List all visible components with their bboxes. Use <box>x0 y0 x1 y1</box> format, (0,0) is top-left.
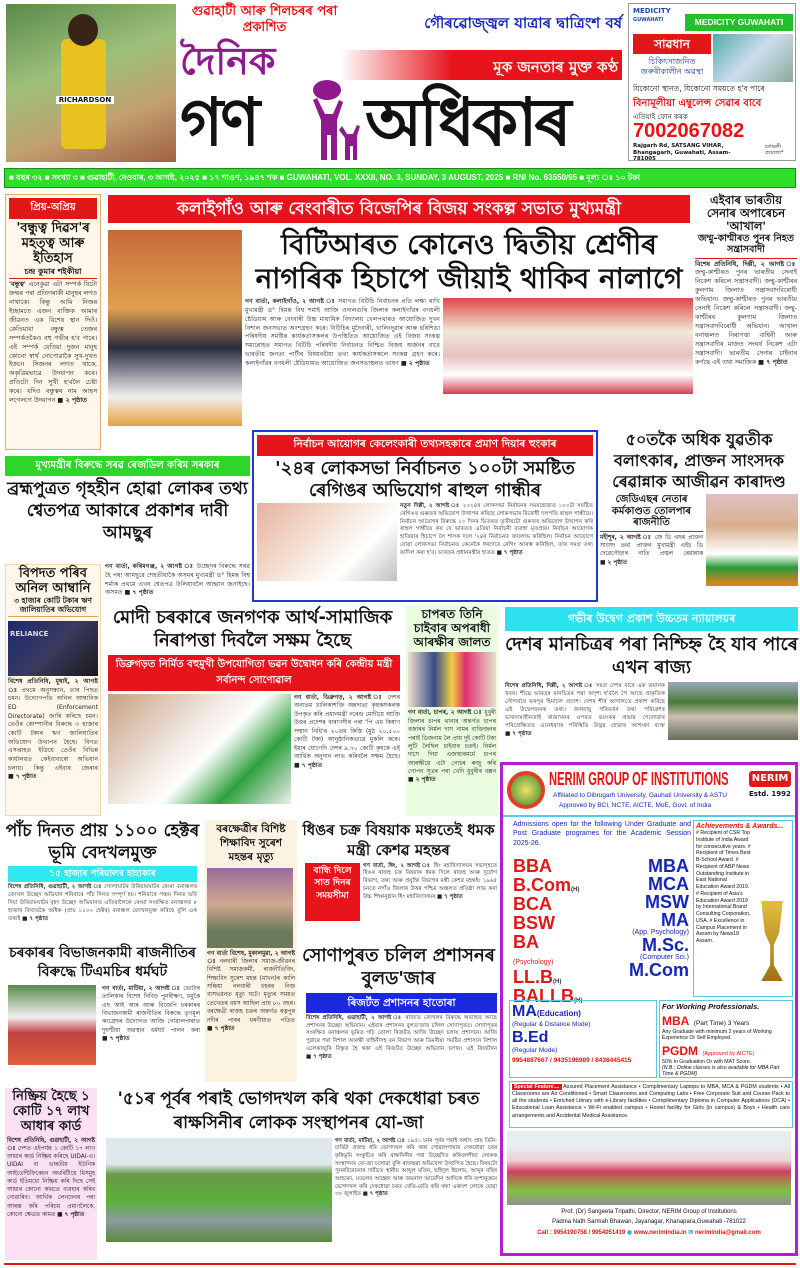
nerim-contact <box>503 1229 795 1238</box>
aadhaar-body: বিশেষ প্ৰতিনিধি, গুৱাহাটী, ২ আগষ্ট ঃ দেশত এইপৰ্যন্ত ১ কোটি ১৭ লাখ আধাৰ কাৰ্ড নিষ্ক্ৰিয় কৰিছে UIDAI-এ। UIDAI বা ভাৰতীয় ইউনিক আইডেন্টিফিকেচন অথৰিটীয়ে মিসমুহ কাৰ্ড ইতিমধ্যে নিষ্ক্ৰিয় কৰি দিছে সেই আধাৰ কোনো কামতে ব্যৱহাৰ কৰিব নোৱাৰিব। আৰ্থিক লেনদেনৰ পৰা আৰম্ভ কৰি পৰিচয় প্ৰমাণলৈকে, কোনো ক্ষেত্ৰত কামত ■ ৭ পৃষ্ঠাত <box>7 1137 95 1218</box>
modi-headline: মোদী চৰকাৰে জনগণক আৰ্থ-সামাজিক নিৰাপত্তা দিবলৈ সক্ষম হৈছে <box>112 607 393 652</box>
sonapur-story <box>300 944 497 1082</box>
eviction-body: বিশেষ প্ৰতিনিধি, গুৱাহাটী, ২ আগষ্ট ঃ গোলাঘাটৰ উৰিয়ামঘাটৰ ৰেংমা বনাঞ্চলৰ বেদখল উচ্ছেদ অভিযান শনিবাৰে পাঁচ দিনত সম্পূৰ্ণ হয়। শনিবাৰে পঞ্চম দিনত ভবি দিয়া উৰিয়ামঘাটৰ বৃহৎ উচ্ছেদ অভিযানত এতিয়ালৈকে ৰেংমা সংৰক্ষিত বনাঞ্চলৰ ৮ হাজাৰ বিঘাতকৈ অধিক (প্ৰায় ১১০০ হেক্টৰ) বনাঞ্চল বেদখলমুক্ত কৰিছে বুলি এক তথ্যই ■ ৭ পৃষ্ঠাত <box>8 884 197 922</box>
priyo-tag: প্ৰিয়-অপ্ৰিয় <box>9 198 97 219</box>
rahul-headline: '২৪ৰ লোকসভা নিৰ্বাচনত ১০০টা সমষ্টিত ৰেগিঙৰ অভিযোগ ৰাহুল গান্ধীৰ <box>275 458 575 501</box>
char-field-photo <box>106 1138 332 1242</box>
awards-box <box>693 820 793 997</box>
army-subtitle: জম্মু-কাশ্মীৰত পুনৰ নিহত সন্ত্ৰাসবাদী <box>695 234 797 259</box>
ambani-title: বিপদত পৰিব অনিল আম্বানি <box>15 566 91 596</box>
dateline-bar <box>4 168 796 188</box>
special-features: Special Feature.... Assured Placement Assistance • Complimentary Laptops to MBA, MCA & PGDM students • All Classrooms are Air Conditioned • Smart Classrooms and Computing Labs • Free Corporate Suit and Course Pack to all the students • Enriched Library with e-Library facilities • Complimentary Diploma in Computer Applications (DCA) • Educational Loan Assistance • Wi-Fi enabled campus • Hostel facility for Girls (in campus) & Boys • Health care arrangements and Accidental Medical Assistance. <box>509 1081 793 1128</box>
modi-body: গণ বাৰ্তা, ডিব্ৰুগড়, ২ আগষ্ট ঃ দেশৰ অন্যতম চালিকাশক্তি অন্নদাতা কৃষকসকলক উপকৃত কৰি প্ৰধানমন্ত্ৰী নৰেন্দ্ৰ মোদীয়ে আজি উত্তৰ প্ৰদেশৰ বাৰাণসীৰ পৰা 'পি এম কিষাণ সন্মান নিধি'ৰ ২০তম কিস্তি (মুঠ ২০,৫০০ কোটি টকা) আনুষ্ঠানিকভাৱে মুকলি কৰে। ইয়াৰ যোগেদি দেশৰ ৯.৭০ কোটি কৃষকে এই আৰ্থিক অনুদান লাভ কৰিবলৈ সক্ষম হৈছে। ■ ৭ পৃষ্ঠাত <box>294 693 400 769</box>
tmc-protest-photo <box>8 985 96 1065</box>
medicity-address: Rajgarh Rd, SATSANG VIHAR, Bhangagarh, Guwahati, Assam-781005 <box>633 143 731 163</box>
bed-program: B.Ed <box>512 1028 549 1046</box>
nerim-phones[interactable]: 9954887667 / 9435196989 / 8436445415 <box>512 1056 632 1064</box>
masthead-name-1: গণ <box>180 84 258 161</box>
bed-mode: (Regular Mode) <box>512 1047 558 1055</box>
mail-icon: ✉ <box>688 1230 694 1236</box>
modi-story <box>105 606 400 816</box>
nerim-estd: Estd. 1992 <box>749 790 791 798</box>
campus-photo <box>507 1131 791 1205</box>
tmc-headline: চৰকাৰৰ বিভাজনকামী ৰাজনীতিৰ বিৰুদ্ধে টিএমচিৰ ধৰ্মঘট <box>9 945 196 980</box>
lead-headline: বিটিআৰত কোনেও দ্বিতীয় শ্ৰেণীৰ নাগৰিক হিচাপে জীয়াই থাকিব নালাগে <box>255 228 683 295</box>
chapar-photo <box>408 652 496 707</box>
dhing-story <box>300 820 497 940</box>
sonapur-headline: সোণাপুৰত চলিল প্ৰশাসনৰ বুলড'জাৰ <box>302 945 495 990</box>
ma-bed-box: MA(Education) (Regular & Distance Mode) B.Ed (Regular Mode) 9954887667 / 9435196989 / 8436445415 <box>509 1000 657 1078</box>
sonowal-photo <box>108 694 291 804</box>
athlete-photo <box>6 4 176 162</box>
map-body: বিশেষ প্ৰতিনিধি, দিল্লী, ২ আগষ্ট ঃ সমগ্ৰ দেশৰ বাবে এক ভয়ানক খবৰ। শীঘ্ৰে ভাৰতৰ মানচিত্ৰৰ পৰা অদৃশ্য হ'বলৈ গৈ আছে প্ৰাকৃতিক সৌন্দৰ্যৰে ভৰপূৰ হিমাচল প্ৰদেশ। দেশৰ শীৰ্ষ আদালতে প্ৰকাশ কৰিছে এই উদ্বেগজনক তথ্য। জলবায়ু পৰিবৰ্তন তথা পৰিৱেশৰ ভাৰসাম্যহীনতাই ৰাজ্যখনৰ ওপৰত ভয়ংকৰ প্ৰভাৱ পেলোৱাৰ পৰিপ্ৰেক্ষিতত এনেধৰণৰ পৰিস্থিতি উদ্ভৱ হোৱাৰ আশংকা ব্যক্ত ■ ৭ পৃষ্ঠাত <box>505 682 665 738</box>
tmc-story <box>5 944 200 1082</box>
program-item: BCA <box>513 894 552 914</box>
medicity-logo: MEDICITY GUWAHATI <box>633 7 671 24</box>
nerim-approval: Approved by BCI, NCTE, AICTE, MoE, Govt. of India <box>559 802 712 809</box>
program-item: LL.B(H) <box>513 967 562 987</box>
map-story <box>505 607 798 757</box>
priyo-box <box>5 194 101 450</box>
lead-story <box>245 228 693 426</box>
chapar-body: গণ বাৰ্তা, চাপৰ, ২ আগষ্ট ঃ ধুবুৰী জিলাৰ চাপৰ থানাৰ অন্তৰ্গত চাপৰ বজাৰৰ নিৰ্মল দাস নামৰ ব্যক্তিজনৰ পৰাই ডিজনাম লৈ প্ৰায় দুই কোটি টকা লুটি লৈছিল চাইবাৰ চক্ৰই। নিৰ্মল দাসে দিয়া এজাহাৰমৰ্মে চাপৰ আৰক্ষীয়ে এটা গোচৰ ৰুজু কৰি গোপন সূত্ৰৰ পৰা খেদি ধুবুৰীৰ বক্সন ■ ২ পৃষ্ঠাত <box>408 710 496 784</box>
masthead-daily: দৈনিক <box>180 39 276 83</box>
revanna-body: মহীশূৰ, ২ আগষ্ট ঃ জে ডি এছৰ প্ৰাক্তন সাংসদ তথা প্ৰাক্তন মুখ্যমন্ত্ৰী এইচ ডি দেৱেগৌড়াৰ নাতি প্ৰজ্বল ৰেৱান্নাক ■ ২ পৃষ্ঠাত <box>600 534 703 566</box>
priyo-body: 'বন্ধুত্ব' এনেকুৱা এটা সম্পৰ্ক যিটো জন্মৰ পৰা প্ৰতিগৰাকী মানুহৰ লগত নাথাকে। কিন্তু আমি নিজৰ ইচ্ছামতে এজন ব্যক্তিক আমাৰ জীৱনত এক বিশেষ স্থান দিওঁ। কেতিয়াবা বন্ধুত্ব তেজৰ সম্পৰ্কতকৈও বহু গভীৰ হ'ব পাৰে। এই সম্পৰ্ক যেতিয়া দুজন মানুহ কোনো স্বাৰ্থ নোপোৱাকৈ সুখ-দুখত ইজনে সিজনৰ লগত থাকে, অকৃত্ৰিমভাৱে উদযাপন কৰে। প্ৰতিটো দিন সুখী হ'বলৈ চেষ্টা কৰে। যদিও বন্ধুত্বৰ নাম আহস লগেলগে উদযাপন ■ ২ পৃষ্ঠাত <box>9 281 98 405</box>
rahul-kicker: নিৰ্বাচন আয়োগৰ কেলেংকাৰী তথ্যসহকাৰে প্ৰমাণ দিয়াৰ হুংকাৰ <box>257 435 593 456</box>
medicity-ad[interactable] <box>628 3 796 161</box>
dhing-headline: ধিঙৰ চক্ৰ বিষয়াক মঞ্চতেই ধমক মন্ত্ৰী কেশৱ মহন্তৰ <box>302 821 495 860</box>
white-paper-story <box>5 456 250 560</box>
suresh-photo <box>207 868 293 948</box>
top-banner: কলাইগাঁও আৰু বেংবাৰীত বিজেপিৰ বিজয় সংকল্প সভাত মুখ্যমন্ত্ৰী <box>108 195 690 223</box>
program-item: BA (Psychology) <box>513 932 554 966</box>
awards-title: Achievements & Awards... <box>696 823 784 830</box>
white-paper-body: গণ বাৰ্তা, কৰিমগঞ্জ, ২ আগষ্ট ঃ উচ্ছেদৰ বিৰুদ্ধে সৰৱ হৈ পৰা আমছুৱে শেহতীয়াকৈ অসমৰ মুখ্যমন্ত্ৰী ড° হিমন্ত বিশ্ব শৰ্মাক প্ৰথমে এখন শ্বেতপত্ৰ উলিয়াবলৈ আহ্বান জনাইছে। অসমত ■ ৭ পৃষ্ঠাত <box>105 563 251 597</box>
program-item: MCA <box>648 874 689 894</box>
eviction-kicker: ১৫ হাজাৰ পৰিয়ালৰ হাহাকাৰ <box>8 866 197 882</box>
rahul-photo <box>257 503 397 581</box>
lead-body: গণ বাৰ্তা, কলাইগাঁও, ২ আগষ্ট ঃ সমাগত বিটিচি নিৰ্বাচনৰ প্ৰতি লক্ষ্য ৰাখি মুখ্যমন্ত্ৰী ড° হিমন্ত বিশ্ব শৰ্মাই আজি ওদালগুৰি জিলাৰ কলাইগাঁৱৰ বগধলী ষ্টেডিয়াম আৰু বেংবাৰী উচ্চ মাধ্যমিক বিদ্যালয় খেলপথাৰত আয়োজিত দুখন বিশাল জনসভাত অংশগ্ৰহণ কৰে। বিটিচিৰ মুদৈবাৰী, খালিংদুৱাৰ আৰু হৰিশিঙা পৰিষদীয় সমষ্টিৰ কাৰ্যকৰ্তাসকলৰ উপস্থিতিত আয়োজিত এই বিজয় সংকল্প সমাৰোহত সমাগত বিটিচি পৰিষদীয় নিৰ্বাচনত নিশ্চিত বিজয় অৰ্জনৰ বাবে ভাৰতীয় জনতা পাৰ্টীৰ বিষয়ববীয়া তথা কাৰ্যকৰ্তাসকলে সংকল্প গ্ৰহণ কৰে। কলাইগাঁৱৰ বগধলী ষ্টেডিয়ামত আয়োজিত জনসভাস্থলত ভাষণ ■ ২ পৃষ্ঠাত <box>245 298 440 367</box>
eviction-story <box>5 820 200 942</box>
pg-programs <box>611 857 689 979</box>
sonapur-body: বিশেষ প্ৰতিনিধি, গুৱাহাটী, ২ আগষ্ট ঃ ৰাজ্যত বেদখলৰ বিৰুদ্ধে অব্যাহত আছে প্ৰশাসনৰ উচ্ছেদ অভিযান। এইবাৰ প্ৰশাসনৰ বুলড'জাৰ চলিল সোণাপুৰত। সোণাপুৰৰ সংৰক্ষিত বনাঞ্চলৰ ভূমিত গঢ়ি তোলা ৰিজৰ্টত আজি উচ্ছেদ চলায় প্ৰশাসনে। আজি পুৱাৰে পৰা বিশাল আৰক্ষী বাহিনীসহ বন বিভাগ আৰু ডিমৰীয়া সমষ্টিৰ প্ৰশাসনে বিশাল এলেকাজুৰি বিস্তৃত হৈ থকা এই ৰিজৰ্টত উচ্ছেদ অভিযান চলায়। এই ৰিজৰ্টখন ■ ৭ পৃষ্ঠাত <box>306 1014 498 1060</box>
call-text: এতিয়াই ফোন কৰক <box>633 113 688 121</box>
ambulance-service: বিনামূলীয়া এম্বুলেন্স সেৱাৰ বাবে <box>633 98 762 109</box>
bottom-rule <box>4 1263 796 1265</box>
trophy-image <box>754 901 790 981</box>
ma-mode: (Regular & Distance Mode) <box>512 1021 591 1029</box>
nerim-call[interactable]: Call : 9954190758 / 9954051419 <box>537 1230 626 1236</box>
pgdm-desc: 50% in Graduation Or with MAT Score. <box>662 1059 752 1066</box>
army-story <box>695 194 797 442</box>
suresh-title: বৰক্ষেত্ৰীৰ বিশিষ্ট শিক্ষাবিদ সুৰেশ মহন্তৰ মৃত্যু <box>216 823 286 864</box>
ambani-story <box>5 564 101 816</box>
published-from: গুৱাহাটী আৰু শিলচৰৰ পৰা প্ৰকাশিত <box>191 4 338 36</box>
army-title: এইবাৰ ভাৰতীয় সেনাৰ অপাৰেচন 'আখাল' <box>706 193 786 234</box>
working-professionals-box: For Working Professionals. MBA (Part Time) 3 Years Any Graduate with minimum 2 years of Working Experience Or Self Employed. PGDM (Approved by AICTE) 50% in Graduation Or with MAT Score. (N.B.: Online classes is also available for MBA Part Time & PGDM) <box>659 1000 793 1078</box>
program-item: B.Com(H) <box>513 875 580 895</box>
suresh-body: গণ বাৰ্তা বিশেষ, মুকালমুৱা, ২ আগষ্ট ঃ নলবাৰী জিলাৰ সমাজ-জীৱনৰ বিশিষ্ট সমাজকৰ্মী, ৰাজনীতিবিদ, শিক্ষাবিদ সুৰেশ মহন্ত (মাখন)ৰ কালি সন্ধিয়া নলবাৰী চহৰৰ নিজ বাসভৱনত মৃত্যু ঘটে। মৃত্যুৰ সময়ত তেখেতৰ বয়স আছিল প্ৰায় ৮০ বছৰ। বৰক্ষেত্ৰী ৰাজহ চক্ৰৰ অন্তৰ্গত ৰত্নপুৰ নদীৰ পাৰৰ ধৰণীয়াত পতিত ■ ৭ পৃষ্ঠাত <box>207 950 295 1032</box>
program-item: MBA <box>648 856 689 876</box>
wp-title: For Working Professionals. <box>662 1002 760 1011</box>
dhing-box: বান্ধি দিলে সাত দিনৰ সময়সীমা <box>305 863 360 921</box>
program-item: MSW <box>645 892 689 912</box>
medicity-phone[interactable]: 7002067082 <box>633 120 745 142</box>
mba-pt-desc: Any Graduate with minimum 2 years of Working Experience Or Self Employed. <box>662 1029 772 1041</box>
globe-icon: ◉ <box>626 1230 633 1236</box>
nerim-ad[interactable] <box>500 762 798 1256</box>
program-item: M.Sc. <box>641 935 689 955</box>
nerim-director: Prof. (Dr) Sangeeta Tripathi, Director, NERIM Group of Institutions <box>561 1209 737 1215</box>
nerim-emblem <box>507 771 545 809</box>
priyo-author: চন্দ্ৰ কুমাৰ শইকীয়া <box>9 267 97 279</box>
char-headline: '৫১ৰ পূৰ্বৰ পৰাই ভোগদখল কৰি থকা দেকধোৱা চৰত ৰাক্ষসিনীৰ লোকক সংস্থাপনৰ যো-জা <box>117 1089 480 1133</box>
char-story <box>100 1088 497 1260</box>
dhing-body: গণ বাৰ্তা, ধিং, ২ আগষ্ট ঃ ধিং মহাবিদ্যালয়ৰ সভাগৃহতে ধিঙৰ ৰাজহ চক্ৰ বিষয়াক ধমক দিলে ৰাজহ আৰু দুৰ্যোগ বিভাগ, তথ্য আৰু প্ৰযুক্তি বিভাগৰ মন্ত্ৰী কেশৱ মহন্তই। ১৯৬৫ চনতে নগাঁও জিলাৰ উত্তৰ পশ্চিম অঞ্চলত প্ৰতিষ্ঠা লাভ কৰা উচ্চ শিক্ষানুষ্ঠান ধিং মহাবিদ্যালয়ৰ ■ ৭ পৃষ্ঠাত <box>363 862 497 900</box>
hospital-photo <box>713 34 793 82</box>
program-sub: (App. Psychology) <box>632 929 689 936</box>
sonapur-kicker: ৰিজৰ্টত প্ৰশাসনৰ হাতোৰা <box>306 993 497 1013</box>
nerim-title: NERIM GROUP OF INSTITUTIONS <box>549 768 729 789</box>
white-paper-body-box <box>105 563 250 603</box>
rahul-body: নতুন দিল্লী, ২ আগষ্ট ঃ ২০২৪ৰ লোকসভা নিৰ্বাচনৰ সময়ছোৱাত ১০০টা সমষ্টিত ৰেগিঙৰ গুৰুতৰ অভিযোগ উত্থাপন কৰিছে লোকসভাৰ বিৰোধী দলপতি ৰাহুল গান্ধীয়ে। নিৰ্বাচন আয়োগৰ বিৰুদ্ধে ১০ দিনৰ ভিতৰত তৃতীয়টো গুৰুতৰ অভিযোগ উত্থাপন কৰি ৰাহুল গান্ধীয়ে কয় যে ভাৰতত এতিয়া নিৰ্বাচনী ব্যৱস্থা মৃতপ্ৰায়। নিৰ্বাচন আয়োগক হাতিয়াৰ হিচাপে লৈ শাসক দলে '২৪ৰ নিৰ্বাচনত জয়লাভ কৰিছিল। নিৰ্বাচন আয়োগে যোৱা লোকসভা নিৰ্বাচনত কেনেকৈ ধৰণেৰে ৰেগিং আৰম্ভ কৰিছিল, তাৰ সমগ্ৰ তথ্য ফাদিল কৰা হ'ব। ভাৰতৰ প্ৰধানমন্ত্ৰীৰ হাতত ■ ৭ পৃষ্ঠাত <box>400 503 593 556</box>
modi-kicker: ডিব্ৰুগড়ত নিৰ্মিত বহুমুখী উপযোগিতা ভৱন উদ্বোধন কৰি কেন্দ্ৰীয় মন্ত্ৰী সৰ্বানন্দ সোণোৱাল <box>108 655 400 691</box>
dateline-text: ■ বছৰ ৩২ ■ সংখ্যা ৩ ■ গুৱাহাটী, দেওবাৰ, ৩ আগষ্ট, ২০২৫ ■ ১৭ শাওণ, ১৯৪৭ শক ■ GUWAHATI, VOL. XXXII, NO. 3, SUNDAY, 3 AUGUST, 2025 ■ RNI No. 63550/95 ■ মূল্য ঃ ১০ টকা <box>9 173 641 182</box>
cm-speech-photo <box>108 230 242 426</box>
ambani-photo: RELIANCE <box>8 621 98 676</box>
online-note: (N.B.: Online classes is also available for MBA Part Time & PGDM) <box>662 1065 780 1078</box>
medicity-banner: MEDICITY GUWAHATI <box>685 14 793 31</box>
white-paper-headline: ব্ৰহ্মপুত্ৰত গৃহহীন হোৱা লোকৰ তথ্য শ্বেতপত্ৰ আকাৰে প্ৰকাশৰ দাবী আমছুৰ <box>7 479 248 544</box>
nerim-address: Padma Nath Sarmah Bhawan, Jayanagar, Khanapara,Guwahati -781022 <box>552 1219 746 1225</box>
awards-text: # Recipient of CSR Top Institute of India Award for consecutive years. # Recipient of Times Best B-School Award. # Recipient of ABP News Outstanding Institute in East National Education Award 2019. # Recipient of Asia's Education Award 2019 by International Brand Consulting Corporation, USA. # Excellence in Campus Placement in Assam by News18 Assam. <box>696 830 751 944</box>
revanna-headline: ৫০তকৈ অধিক যুৱতীক বলাৎকাৰ, প্ৰাক্তন সাংসদক ৰেৱান্নাক আজীৱন কাৰাদণ্ড <box>612 430 786 491</box>
nerim-affiliation: Affiliated to Dibrugarh University, Gauhati University & ASTU <box>553 792 727 799</box>
masthead-logo-figures <box>305 80 360 162</box>
revanna-subtitle: জেডিএছৰ নেতাৰ কৰ্মকাণ্ডত তোলপাৰ ৰাজনীতি <box>600 494 703 532</box>
program-item: MA <box>661 910 689 930</box>
tagline: মূক জনতাৰ মুক্ত কণ্ঠ <box>493 58 618 76</box>
rahul-story <box>252 430 598 602</box>
program-sub: (Computer Sci.) <box>639 954 689 961</box>
chapar-title: চাপৰত তিনি চাইবাৰ অপৰাধী আৰক্ষীৰ জালত <box>413 607 491 649</box>
program-item: BALLB(H) <box>513 986 583 1006</box>
tmc-body: গণ বাৰ্তা, মাটিয়া, ২ আগষ্ট ঃ ভোটাৰ তালিকাৰ বিশেষ নিবিড় পুনৰীক্ষণ, চমুকৈ এছ আই আৰ আৰু বিজেপি চৰকাৰৰ বিভাজনকামী ৰাজনীতিৰ বিৰুদ্ধে তৃণমূল কংগ্ৰেছৰ উদ্যোগত আজি গোৱালপাৰাত দুঘণ্টীয়া অৱস্থান ধৰ্মঘট পালন কৰা ■ ৭ পৃষ্ঠাত <box>102 985 200 1043</box>
program-item: BBA <box>513 856 552 876</box>
nerim-website[interactable]: www.nerimindia.in <box>633 1230 687 1236</box>
map-headline: দেশৰ মানচিত্ৰৰ পৰা নিশ্চিহ্ন হৈ যাব পাৰে এখন ৰাজ্য <box>505 634 798 679</box>
anytime-text: যিকোনো স্থানত, যিকোনো সময়তে হ'ব পাৰে <box>633 84 765 93</box>
char-body: গণ বাৰ্তা, মাটিয়া, ২ আগষ্ট ঃ ১৯৫১ চনৰ পূৰ্বৰ পৰাই অৰ্থাৎ প্ৰায় তিনি-চাৰিটা প্ৰজন্ম ধৰি ভোগদখল কৰি থকা গোৱালপাৰাৰ দেকধোৱা চৰৰ কৃষিভূমি সংকুচিত কৰি ৰাক্ষসিনীৰ পৰা উচ্ছেদিত কৰিবলগীয়া লোকক সংস্থাপনৰ যো-জা চলোৱা বুলি ৰাজহুৱা অভিযোগ উত্থাপিত হৈছে। বিষয়টো পুনৰবিবেচনাৰ দাবীতে স্থানীয় আব্দুল মতিন, ছহিদুল ইছলাম, আব্দুৰ বছিৰ আহমেদ, মতলেব আহ্বেদ আৰু জয়নাল আবেদিন আদিকে ধৰি বংশানুক্ৰমে ভোগদখল কৰি দেকধোৱা চৰত খেতি-বেতি কৰি থকা একাংশ লোকে যোৱা ৩০ জুলাইত ■ ৭ পৃষ্ঠাত <box>335 1137 497 1198</box>
himachal-photo <box>668 682 798 740</box>
ambani-subtitle: ৩ হাজাৰ কোটি টকাৰ ঋণ জালিয়াতিৰ অভিযোগ <box>8 597 98 617</box>
revanna-story <box>600 430 798 602</box>
program-item: BSW <box>513 913 555 933</box>
chapar-story <box>406 606 498 816</box>
nerim-email[interactable]: nerimindia@gmail.com <box>694 1230 761 1236</box>
priyo-title: 'বন্ধুত্ব দিৱস'ৰ মহত্ত্ব আৰু ইতিহাস <box>16 221 90 266</box>
aadhaar-title: নিষ্ক্ৰিয় হৈছে ১ কোটি ১৭ লাখ আধাৰ কাৰ্ড <box>12 1089 90 1134</box>
revanna-photo <box>706 494 798 586</box>
army-body: বিশেষ প্ৰতিনিধি, দিল্লী, ২ আগষ্ট ঃ জম্মু-কাশ্মীৰত পুনৰ ভাৰতীয় সেনাই নিকেশ কৰিলে সন্ত্ৰাসবাদী। জম্মু-কাশ্মীৰৰ কুলগাম জিলাত সন্ত্ৰাসবাদবিৰোধী অভিযান। জম্মু-কাশ্মীৰত পুনৰ ভাৰতীয় সেনাই নিকেশ কৰিলে সন্ত্ৰাসবাদী। জম্মু-কাশ্মীৰৰ কুলগাম জিলাত সন্ত্ৰাসবাদবিৰোধী অভিযান। আখাল বনাঞ্চলত নিৰাপত্তা বাহিনী আৰু সন্ত্ৰাসবাদীৰ মাজত সংঘৰ্ষ নিকেশ এটা সন্ত্ৰাসবাদী। ভাৰতীয় সেনাৰ চাইনাৰ কৰ্পছে এই তথ্য সমাজিক ■ ৭ পৃষ্ঠাত <box>695 260 797 366</box>
anniversary-line: গৌৰৱোজ্জ্বল যাত্ৰাৰ দ্বাত্ৰিংশ বৰ্ষ <box>424 14 622 32</box>
eviction-headline: পাঁচ দিনত প্ৰায় ১১০০ হেক্টৰ ভূমি বেদখলমুক্ত <box>5 821 200 864</box>
ug-programs <box>513 857 608 1006</box>
map-kicker: গভীৰ উদ্বেগ প্ৰকাশ উচ্চতম ন্যায়ালয়ৰ <box>505 607 798 631</box>
emergency-text: চিকিৎসাজনিত জৰুৰীকালীন অৱস্থা <box>640 57 704 76</box>
suresh-story <box>205 820 297 1082</box>
ambani-body: বিশেষ প্ৰতিনিধি, মুম্বাই, ২ আগষ্ট ঃ প্ৰথমে অনুসন্ধান, তাৰ পিছত চমন। উদ্যোগপতি অনিল আম্বানিক ED (Enforcement Directorate) জাৰি কৰিছে চমন। তেওঁৰ কোম্পানীৰ বিৰুদ্ধে ৩ হাজাৰ কোটি টকাৰ ঋণ জালিয়াতিৰ অভিযোগ উত্থাপন হৈছে। বিগত এসপ্তাহত ইডিয়ে তেওঁৰ বিভিন্ন কাৰ্যালয়ত কেইবাবাৰো অভিযান চলায়। কিন্তু এইবাৰ জেৰাৰ ■ ৭ পৃষ্ঠাত <box>8 678 98 781</box>
terms-note: চৰ্তাৱলী প্ৰযোজ্য* <box>765 144 784 156</box>
athlete-bib: RICHARDSON <box>56 96 114 104</box>
white-paper-kicker: মুখ্যমন্ত্ৰীৰ বিৰুদ্ধে সৰৱ ৰেজডিল কৰিম সৰকাৰ <box>5 456 250 476</box>
nerim-logo: NERIM <box>749 771 791 787</box>
warning-label: সাৱধান <box>633 34 711 54</box>
nerim-intro: Admissions open for the following Under Graduate and Post Graduate programes for the Academic Session 2025-26. <box>513 821 691 847</box>
rally-photo <box>443 298 693 394</box>
masthead-name-2: অধিকাৰ <box>365 84 569 161</box>
program-item: M.Com <box>629 960 689 980</box>
aadhaar-story <box>5 1088 97 1260</box>
